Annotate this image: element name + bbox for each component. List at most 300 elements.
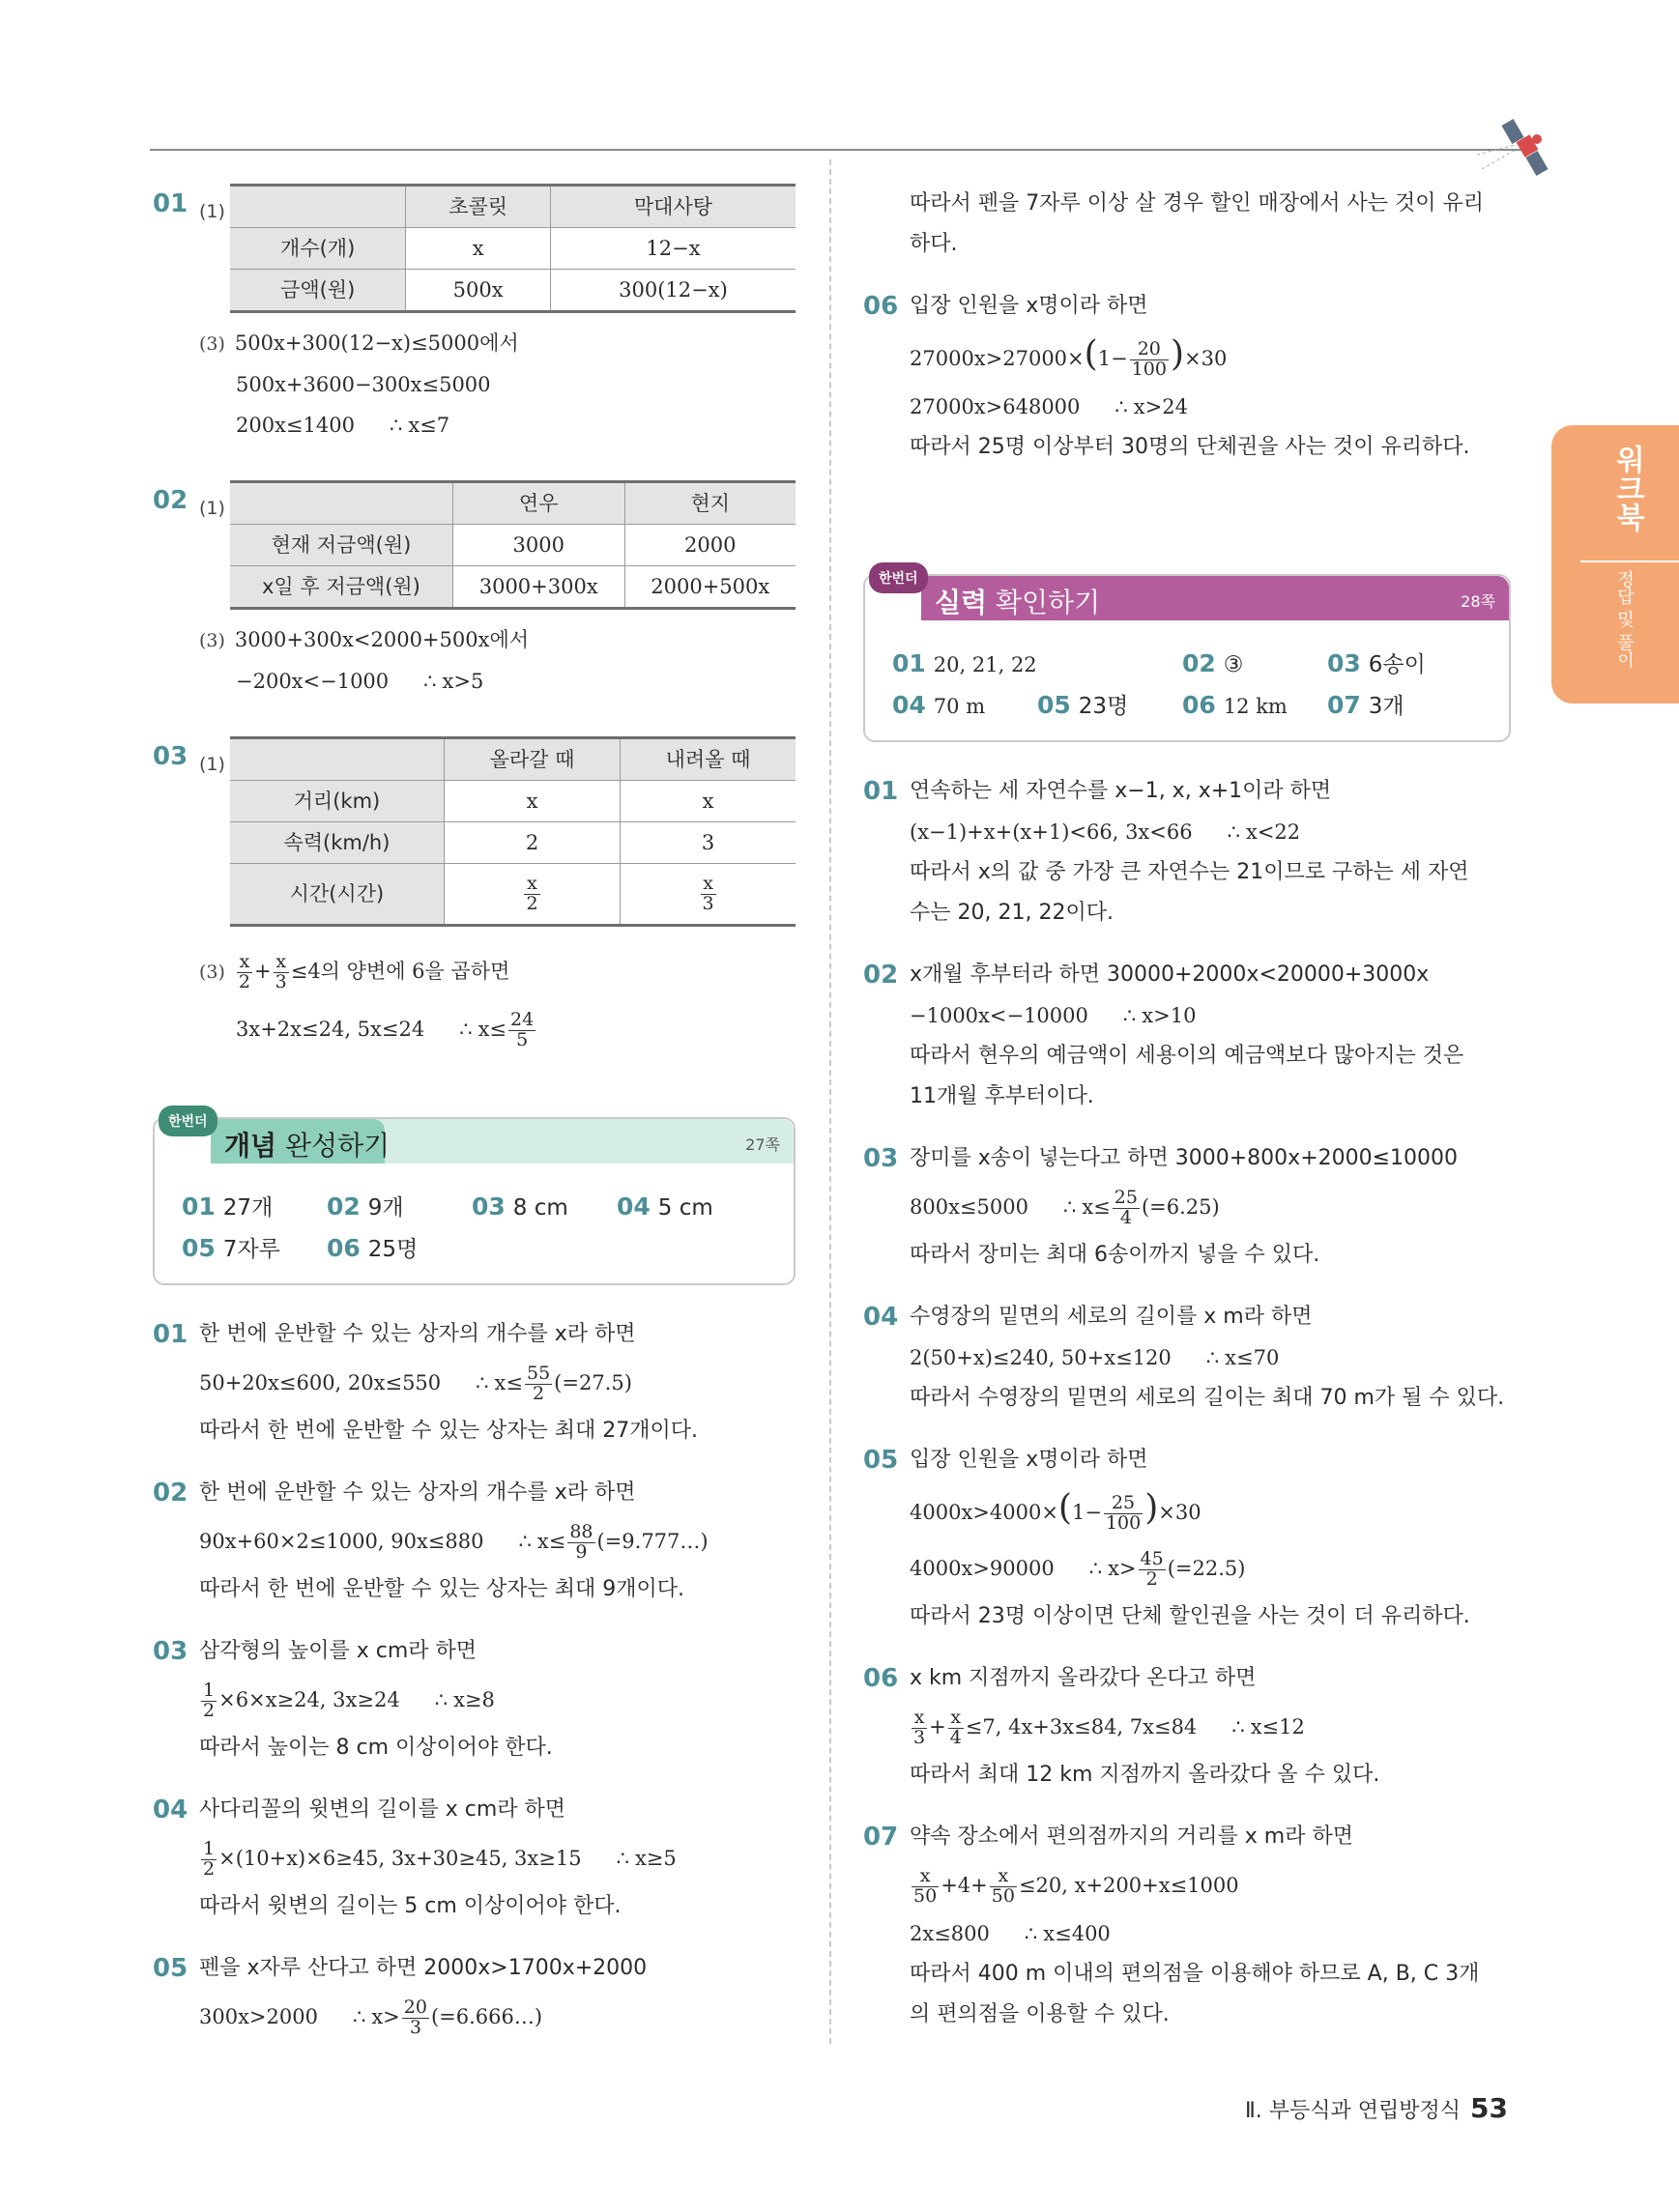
solution (910, 184, 1511, 265)
solution (910, 1817, 1511, 2035)
table-01 (230, 184, 796, 313)
solution (199, 1948, 796, 2045)
text: x>5 (442, 670, 484, 693)
answer-item (1327, 644, 1472, 685)
text: 1− (1071, 1501, 1102, 1524)
answer-item (1182, 685, 1327, 727)
text: 800x≤5000 (910, 1195, 1028, 1219)
numerator: 1 (203, 1680, 216, 1702)
problem-01 (153, 184, 796, 445)
solution-line (199, 619, 796, 661)
solution-line: 따라서 한 번에 운반할 수 있는 상자는 최대 9개이다. (199, 1577, 684, 1601)
fraction (990, 1867, 1017, 1907)
answer-grid (182, 1187, 774, 1270)
solution-line: 연속하는 세 자연수를 x−1, x, x+1이라 하면 (910, 779, 1332, 803)
answer-value: 70 m (933, 695, 986, 718)
text: 4000x>90000 (910, 1557, 1055, 1580)
solution-line (199, 1830, 796, 1886)
text: 3x+2x≤24, 5x≤24 (236, 1018, 425, 1041)
solution-line (910, 1337, 1511, 1378)
text: ≤7, 4x+3x≤84, 7x≤84 (965, 1715, 1198, 1738)
numerator: 25 (1114, 1187, 1138, 1209)
text: ≤20, x+200+x≤1000 (1018, 1874, 1239, 1897)
answer-item (327, 1228, 472, 1270)
answer-number: 02 (1182, 649, 1216, 677)
table-cell (621, 864, 796, 926)
solution (199, 619, 796, 702)
table-cell: 300(12−x) (550, 270, 796, 312)
text: 50+20x≤600, 20x≤550 (199, 1371, 442, 1394)
answer-value: 9개 (367, 1195, 404, 1221)
table-wrap (153, 480, 796, 610)
concept-03 (153, 1631, 796, 1768)
fraction (912, 1867, 939, 1907)
solution (910, 286, 1511, 468)
table-corner (230, 186, 406, 228)
denominator: 3 (409, 2017, 421, 2038)
problem-number: 04 (863, 1303, 899, 1332)
denominator: 50 (913, 1885, 938, 1907)
skill-05 (863, 1440, 1511, 1637)
skill-04 (863, 1297, 1511, 1419)
solution-line: 장미를 x송이 넣는다고 하면 3000+800x+2000≤10000 (910, 1146, 1459, 1170)
text: ≤4의 양변에 6을 곱하면 (290, 960, 510, 983)
side-tab-separator (1580, 560, 1679, 562)
text: x≤ (478, 1018, 507, 1041)
solution-line: 따라서 현우의 예금액이 세용이의 예금액보다 많아지는 것은 (910, 1044, 1464, 1068)
text: 500x+300(12−x)≤5000에서 (234, 331, 519, 355)
text: x≤ (1082, 1195, 1111, 1219)
solution-line: 의 편의점을 이용할 수 있다. (910, 2002, 1170, 2026)
paren: ) (1144, 1488, 1159, 1528)
table-cell: 2000 (624, 525, 796, 566)
denominator: 4 (949, 1727, 962, 1748)
numerator: x (912, 1709, 927, 1729)
solution (199, 323, 796, 445)
solution-line: 사다리꼴의 윗변의 길이를 x cm라 하면 (199, 1797, 566, 1822)
table-cell: 3000 (452, 525, 624, 566)
problem-number: 05 (153, 1954, 188, 1983)
text: +4+ (941, 1874, 988, 1897)
sub-label: (3) (199, 962, 225, 983)
box-page-ref: 28쪽 (1461, 592, 1495, 611)
table-corner (230, 482, 452, 525)
solution (199, 1790, 796, 1927)
text: ×30 (1183, 347, 1228, 370)
right-column (863, 184, 1511, 2056)
answer-item (327, 1187, 472, 1228)
paren: ( (1084, 334, 1098, 374)
numerator: x (274, 953, 289, 973)
numerator: x (237, 953, 252, 973)
denominator: 2 (526, 893, 538, 915)
denominator: 4 (1119, 1207, 1132, 1228)
text: + (929, 1715, 946, 1738)
left-column (153, 184, 796, 2066)
box-badge: 한번더 (159, 1106, 217, 1136)
solution (910, 1138, 1511, 1276)
box-title (224, 1125, 390, 1163)
text: x>24 (1133, 395, 1188, 418)
fraction (201, 1681, 217, 1721)
solution-line (910, 1699, 1511, 1755)
therefore: ∴ (1205, 1346, 1220, 1369)
solution-line (910, 1857, 1511, 1913)
text: x≥5 (634, 1847, 677, 1870)
text: ×(10+x)×6≥45, 3x+30≥45, 3x≥15 (218, 1847, 582, 1870)
solution (910, 1658, 1511, 1795)
numerator: 20 (403, 1997, 427, 2019)
solution-line: 11개월 후부터이다. (910, 1084, 1094, 1108)
solution-line (199, 1989, 796, 2045)
solution-line: 입장 인원을 x명이라 하면 (910, 1448, 1148, 1472)
text: 300x>2000 (199, 2005, 318, 2028)
skill-01 (863, 771, 1511, 934)
page-footer (1245, 2092, 1508, 2124)
numerator: x (524, 875, 539, 895)
answer-item (1182, 644, 1327, 685)
text: 2(50+x)≤240, 50+x≤120 (910, 1346, 1172, 1369)
text: 4000x>4000× (910, 1501, 1058, 1524)
table-header: 연우 (452, 482, 624, 525)
text: 200x≤1400 (236, 414, 355, 437)
answer-value: 27개 (222, 1195, 274, 1221)
fraction (567, 1523, 594, 1563)
text: x≤ (536, 1530, 566, 1553)
text: x> (1108, 1557, 1137, 1580)
solution (199, 1631, 796, 1768)
table-cell: 3000+300x (452, 566, 624, 609)
text: 27000x>648000 (910, 395, 1081, 418)
therefore: ∴ (352, 2005, 366, 2028)
table-header: 초콜릿 (406, 186, 551, 228)
therefore: ∴ (476, 1371, 489, 1394)
text: x≤ (494, 1371, 523, 1394)
problem-number: 02 (153, 1479, 188, 1508)
solution-line: 따라서 윗변의 길이는 5 cm 이상이어야 한다. (199, 1894, 622, 1918)
problem-02 (153, 480, 796, 702)
solution-line: 수영장의 밑면의 세로의 길이를 x m라 하면 (910, 1305, 1313, 1329)
answer-number: 01 (892, 649, 926, 677)
skill-03 (863, 1138, 1511, 1276)
paren: ) (1170, 334, 1184, 374)
therefore: ∴ (434, 1688, 449, 1711)
footer-section: Ⅱ. 부등식과 연립방정식 (1244, 2099, 1462, 2123)
solution (199, 1473, 796, 1610)
solution-line (236, 405, 796, 445)
table-cell: x (621, 781, 796, 822)
skill-check-box (863, 571, 1511, 742)
sub-label: (1) (199, 201, 225, 222)
solution-line: 따라서 x의 값 중 가장 큰 자연수는 21이므로 구하는 세 자연 (910, 860, 1469, 884)
denominator: 2 (203, 1700, 216, 1721)
fraction (912, 1709, 927, 1748)
side-tab-title: 워크북 (1610, 445, 1644, 531)
column-divider (829, 159, 831, 2044)
solution-line (910, 1913, 1511, 1954)
solution-line: 따라서 높이는 8 cm 이상이어야 한다. (199, 1736, 553, 1760)
answer-grid (892, 644, 1490, 685)
side-tab-subtitle: 정답 및 풀이 (1614, 570, 1635, 669)
concept-06 (863, 286, 1511, 468)
solution-line (910, 1480, 1511, 1540)
box-title (935, 582, 1100, 620)
solution (199, 1314, 796, 1451)
therefore: ∴ (389, 414, 403, 437)
answer-value: 3개 (1368, 694, 1404, 719)
therefore: ∴ (1227, 820, 1240, 844)
problem-number: 02 (153, 486, 188, 515)
denominator: 2 (238, 971, 251, 992)
table-wrap (153, 736, 796, 927)
answer-item (892, 644, 1182, 685)
solution-line: 수는 20, 21, 22이다. (910, 901, 1114, 925)
text: ×30 (1158, 1501, 1201, 1524)
answer-value: ③ (1223, 652, 1244, 677)
table-header: 막대사탕 (550, 186, 796, 228)
problem-number: 06 (863, 292, 899, 321)
solution (910, 1440, 1511, 1637)
sub-label: (3) (199, 630, 225, 651)
therefore: ∴ (1115, 395, 1128, 418)
text: (=22.5) (1167, 1557, 1246, 1580)
solution-line: 따라서 장미는 최대 6송이까지 넣을 수 있다. (910, 1243, 1320, 1267)
solution (910, 955, 1511, 1117)
solution-line: 하다. (910, 232, 958, 256)
problem-number: 03 (153, 742, 188, 771)
box-badge: 한번더 (869, 562, 928, 593)
denominator: 100 (1105, 1512, 1142, 1534)
fraction (237, 953, 252, 992)
text: (=6.666…) (430, 2005, 543, 2028)
denominator: 5 (516, 1029, 529, 1050)
table-row-label: 금액(원) (230, 270, 406, 312)
text: (=9.777…) (596, 1530, 709, 1553)
numerator: x (948, 1709, 964, 1729)
therefore: ∴ (423, 670, 437, 693)
denominator: 3 (913, 1727, 926, 1748)
therefore: ∴ (1231, 1715, 1245, 1738)
numerator: 1 (203, 1838, 216, 1860)
answer-item (182, 1228, 327, 1270)
solution-line: 따라서 펜을 7자루 이상 살 경우 할인 매장에서 사는 것이 유리 (910, 191, 1484, 215)
fraction (1104, 1494, 1143, 1534)
problem-number: 03 (863, 1144, 899, 1173)
solution-line (910, 327, 1511, 387)
box-title-bold: 실력 (935, 587, 988, 618)
solution-line: 삼각형의 높이를 x cm라 하면 (199, 1639, 478, 1663)
table-row-label: 시간(시간) (230, 864, 444, 926)
solution-line: 따라서 한 번에 운반할 수 있는 상자는 최대 27개이다. (199, 1419, 698, 1443)
answer-item (617, 1187, 762, 1228)
answer-value: 23명 (1078, 694, 1129, 719)
top-rule (150, 149, 1532, 151)
fraction (1139, 1550, 1166, 1590)
page-number: 53 (1470, 2092, 1508, 2124)
problem-number: 02 (863, 961, 899, 990)
denominator: 3 (702, 893, 714, 915)
table-cell: 500x (406, 270, 551, 312)
solution-line (199, 1513, 796, 1569)
numerator: 24 (510, 1009, 535, 1031)
satellite-icon (1477, 116, 1564, 184)
text: (=6.25) (1141, 1195, 1220, 1219)
table-corner (230, 738, 444, 781)
answer-item (1037, 685, 1182, 727)
answer-item (892, 685, 1037, 727)
therefore: ∴ (459, 1018, 473, 1041)
solution-line (199, 323, 796, 364)
answer-number: 02 (327, 1192, 361, 1221)
solution-line: x개월 후부터라 하면 30000+2000x<20000+3000x (910, 962, 1430, 987)
solution-line (910, 812, 1511, 852)
problem-03 (153, 736, 796, 1059)
numerator: x (701, 875, 716, 895)
fraction (525, 1365, 552, 1404)
solution-line: x km 지점까지 올라갔다 온다고 하면 (910, 1666, 1257, 1690)
text: 2x≤800 (910, 1922, 990, 1945)
problem-number: 01 (153, 189, 188, 218)
text: 1− (1097, 347, 1128, 370)
solution-line (199, 944, 796, 999)
therefore: ∴ (1024, 1922, 1038, 1945)
answer-number: 03 (1327, 649, 1361, 677)
table-row-label: 현재 저금액(원) (230, 525, 452, 566)
problem-number: 04 (153, 1795, 188, 1824)
solution-line (236, 999, 796, 1059)
concept-review-box (153, 1114, 796, 1285)
fraction (701, 875, 716, 914)
answer-item (472, 1187, 617, 1228)
sub-label: (1) (199, 498, 225, 519)
therefore: ∴ (1062, 1195, 1077, 1219)
numerator: 88 (569, 1521, 593, 1543)
answer-number: 07 (1327, 691, 1361, 719)
therefore: ∴ (1088, 1557, 1103, 1580)
answer-number: 06 (1182, 691, 1216, 719)
box-title-rest: 확인하기 (987, 587, 1101, 618)
table-row-label: 속력(km/h) (230, 822, 444, 864)
solution-line: 한 번에 운반할 수 있는 상자의 개수를 x라 하면 (199, 1480, 636, 1505)
table-cell: x (406, 228, 551, 270)
table-cell (444, 864, 620, 926)
answer-value: 12 km (1223, 695, 1288, 718)
box-title-rest: 완성하기 (276, 1130, 391, 1162)
text: −200x<−1000 (236, 670, 390, 693)
fraction (201, 1840, 217, 1880)
denominator: 50 (991, 1885, 1015, 1907)
solution-line: 입장 인원을 x명이라 하면 (910, 294, 1148, 318)
fraction (402, 1998, 429, 2038)
table-header: 내려올 때 (621, 738, 796, 781)
table-header: 올라갈 때 (444, 738, 620, 781)
skill-07 (863, 1817, 1511, 2035)
denominator: 3 (275, 971, 287, 992)
paren: ( (1057, 1488, 1072, 1528)
answer-number: 06 (327, 1234, 361, 1262)
skill-02 (863, 955, 1511, 1117)
text: x≤400 (1043, 1922, 1111, 1945)
problem-number: 01 (153, 1320, 188, 1349)
text: 3000+300x<2000+500x에서 (234, 628, 530, 651)
fraction (524, 875, 539, 914)
table-row-label: 거리(km) (230, 781, 444, 822)
denominator: 9 (575, 1541, 588, 1563)
numerator: 45 (1140, 1548, 1164, 1570)
solution-line (910, 387, 1511, 427)
answer-value: 5 cm (657, 1195, 713, 1221)
answer-number: 04 (617, 1192, 651, 1221)
answer-number: 05 (1037, 691, 1071, 719)
table-row-label: x일 후 저금액(원) (230, 566, 452, 609)
denominator: 2 (1145, 1568, 1158, 1590)
text: 90x+60×2≤1000, 90x≤880 (199, 1530, 484, 1553)
solution-line (910, 1540, 1511, 1596)
solution-line: 따라서 400 m 이내의 편의점을 이용해야 하므로 A, B, C 3개 (910, 1962, 1480, 1986)
skill-06 (863, 1658, 1511, 1795)
denominator: 2 (533, 1383, 545, 1404)
solution-line: 500x+3600−300x≤5000 (236, 373, 491, 396)
box-page-ref: 27쪽 (745, 1135, 780, 1154)
solution-line (910, 1179, 1511, 1235)
answer-value: 25명 (367, 1237, 419, 1262)
text: + (254, 960, 272, 983)
text: (=27.5) (554, 1371, 632, 1394)
fraction (948, 1709, 964, 1748)
solution (199, 944, 796, 1059)
text: (x−1)+x+(x+1)<66, 3x<66 (910, 820, 1193, 844)
solution (910, 1297, 1511, 1419)
table-cell: 12−x (550, 228, 796, 270)
concept-05 (153, 1948, 796, 2045)
fraction (274, 953, 289, 992)
problem-number: 06 (863, 1664, 899, 1693)
text: −1000x<−10000 (910, 1004, 1088, 1027)
solution-line (236, 661, 796, 702)
solution-line: 한 번에 운반할 수 있는 상자의 개수를 x라 하면 (199, 1322, 636, 1346)
solution (910, 771, 1511, 934)
problem-number: 03 (153, 1637, 188, 1666)
answer-number: 05 (182, 1234, 216, 1262)
answer-number: 01 (182, 1192, 216, 1221)
numerator: 25 (1104, 1494, 1143, 1514)
solution-line (199, 1672, 796, 1728)
answer-value: 8 cm (512, 1195, 568, 1221)
concept-04 (153, 1790, 796, 1927)
problem-number: 07 (863, 1823, 899, 1852)
answer-value: 7자루 (222, 1237, 280, 1262)
answer-number: 03 (472, 1192, 506, 1221)
text: 27000x>27000× (910, 347, 1085, 370)
table-cell: 2000+500x (624, 566, 796, 609)
fraction (1130, 340, 1169, 380)
therefore: ∴ (1122, 1004, 1137, 1027)
solution-line: 따라서 최대 12 km 지점까지 올라갔다 올 수 있다. (910, 1763, 1380, 1787)
fraction (508, 1011, 536, 1050)
text: x≤70 (1225, 1346, 1280, 1369)
answer-value: 20, 21, 22 (933, 653, 1037, 676)
concept-05-continued (863, 184, 1511, 265)
numerator: 20 (1130, 340, 1169, 360)
concept-02 (153, 1473, 796, 1610)
table-wrap (153, 184, 796, 313)
solution-line (199, 1355, 796, 1411)
solution-line: 따라서 25명 이상부터 30명의 단체권을 사는 것이 유리하다. (910, 435, 1470, 459)
problem-number: 05 (863, 1446, 899, 1475)
text: x≥8 (453, 1688, 495, 1711)
numerator: x (912, 1867, 939, 1887)
table-cell: 3 (621, 822, 796, 864)
